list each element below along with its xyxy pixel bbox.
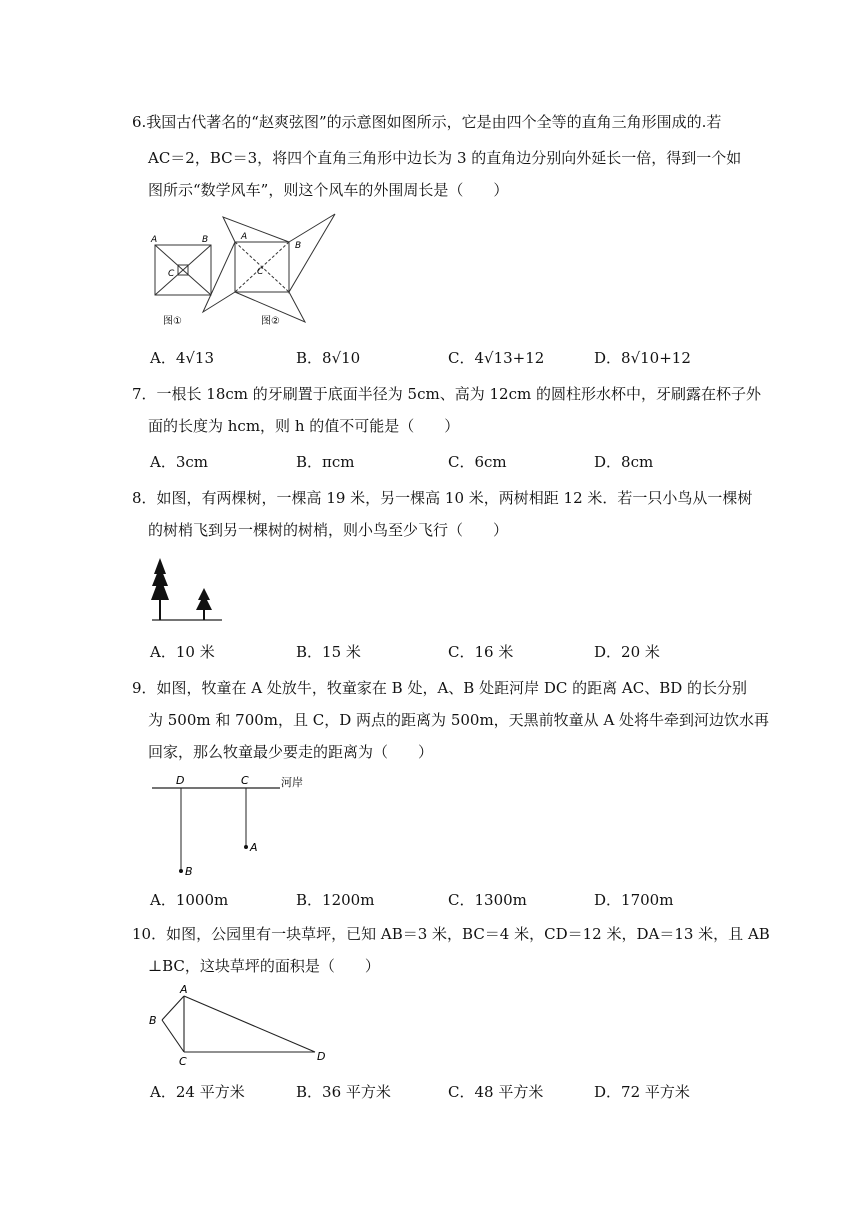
q9-text-line-3: 回家，那么牧童最少要走的距离为（ ） (148, 743, 434, 761)
q7-option-a[interactable]: A．3cm (150, 453, 209, 471)
q6-option-a[interactable]: A．4√13 (150, 349, 215, 367)
q8-option-b[interactable]: B．15 米 (296, 643, 361, 661)
q9-label-a: A (250, 841, 258, 854)
q10-option-a[interactable]: A．24 平方米 (150, 1083, 245, 1101)
q6-text-line-2: AC＝2，BC＝3，将四个直角三角形中边长为 3 的直角边分别向外延长一倍，得到一个如 (148, 149, 742, 167)
q10-option-c[interactable]: C．48 平方米 (448, 1083, 544, 1101)
q10-label-a: A (180, 983, 188, 996)
q8-trees-figure (148, 554, 228, 624)
q6-fig1-point-c: C (168, 269, 175, 279)
q9-point-b-dot (179, 869, 183, 873)
q10-label-b: B (149, 1014, 157, 1027)
q6-fig2-point-a: A (241, 232, 248, 242)
q9-text-line-1: 9．如图，牧童在 A 处放牛，牧童家在 B 处，A、B 处距河岸 DC 的距离 AC、BD 的长分别 (132, 679, 748, 697)
q9-option-a[interactable]: A．1000m (150, 891, 229, 909)
q9-label-c: C (241, 774, 249, 787)
q9-option-d[interactable]: D．1700m (594, 891, 674, 909)
q9-river-figure (150, 772, 320, 882)
q6-text-line-1: 6.我国古代著名的“赵爽弦图”的示意图如图所示，它是由四个全等的直角三角形围成的.若 (132, 113, 722, 131)
q6-fig2-point-c: C (257, 267, 264, 277)
q9-option-b[interactable]: B．1200m (296, 891, 375, 909)
q6-figure-2 (203, 214, 335, 322)
q6-option-c[interactable]: C．4√13+12 (448, 349, 545, 367)
q8-option-d[interactable]: D．20 米 (594, 643, 660, 661)
q9-label-d: D (176, 774, 185, 787)
q9-text-line-2: 为 500m 和 700m，且 C，D 两点的距离为 500m，天黑前牧童从 A 处将牛牵到河边饮水再 (148, 711, 770, 729)
q9-label-river: 河岸 (281, 776, 303, 789)
q7-option-c[interactable]: C．6cm (448, 453, 507, 471)
q10-label-c: C (179, 1055, 187, 1068)
q7-option-d[interactable]: D．8cm (594, 453, 654, 471)
q7-text-line-2: 面的长度为 hcm，则 h 的值不可能是（ ） (148, 417, 460, 435)
q10-quadrilateral (162, 996, 315, 1052)
q9-option-c[interactable]: C．1300m (448, 891, 527, 909)
q8-text-line-1: 8．如图，有两棵树，一棵高 19 米，另一棵高 10 米，两树相距 12 米．若一只小鸟从一棵树 (132, 489, 753, 507)
q10-lawn-figure (145, 982, 345, 1068)
q6-fig1-point-b: B (202, 235, 209, 245)
q10-label-d: D (317, 1050, 326, 1063)
q6-text-line-3: 图所示“数学风车”，则这个风车的外围周长是（ ） (148, 181, 509, 199)
q10-text-line-1: 10．如图，公园里有一块草坪，已知 AB＝3 米，BC＝4 米，CD＝12 米，DA＝13 米，且 AB (132, 925, 770, 943)
q10-option-d[interactable]: D．72 平方米 (594, 1083, 690, 1101)
q8-tall-tree-icon (151, 558, 169, 620)
q6-fig1-point-a: A (151, 235, 158, 245)
q8-text-line-2: 的树梢飞到另一棵树的树梢，则小鸟至少飞行（ ） (148, 521, 509, 539)
q8-short-tree-icon (196, 588, 212, 620)
q6-fig2-caption: 图② (261, 316, 280, 327)
q6-option-b[interactable]: B．8√10 (296, 349, 361, 367)
q7-option-b[interactable]: B．πcm (296, 453, 355, 471)
q6-fig2-point-b: B (295, 241, 302, 251)
q6-figure-1 (155, 245, 211, 295)
q6-fig1-caption: 图① (163, 316, 182, 327)
q10-text-line-2: ⊥BC，这块草坪的面积是（ ） (148, 957, 380, 975)
q10-option-b[interactable]: B．36 平方米 (296, 1083, 391, 1101)
q6-option-d[interactable]: D．8√10+12 (594, 349, 691, 367)
q9-point-a-dot (244, 845, 248, 849)
q7-text-line-1: 7．一根长 18cm 的牙刷置于底面半径为 5cm、高为 12cm 的圆柱形水杯中，牙刷露在杯子外 (132, 385, 761, 403)
q9-label-b: B (185, 865, 193, 878)
q8-option-c[interactable]: C．16 米 (448, 643, 514, 661)
q8-option-a[interactable]: A．10 米 (150, 643, 215, 661)
q6-figure (145, 212, 345, 332)
